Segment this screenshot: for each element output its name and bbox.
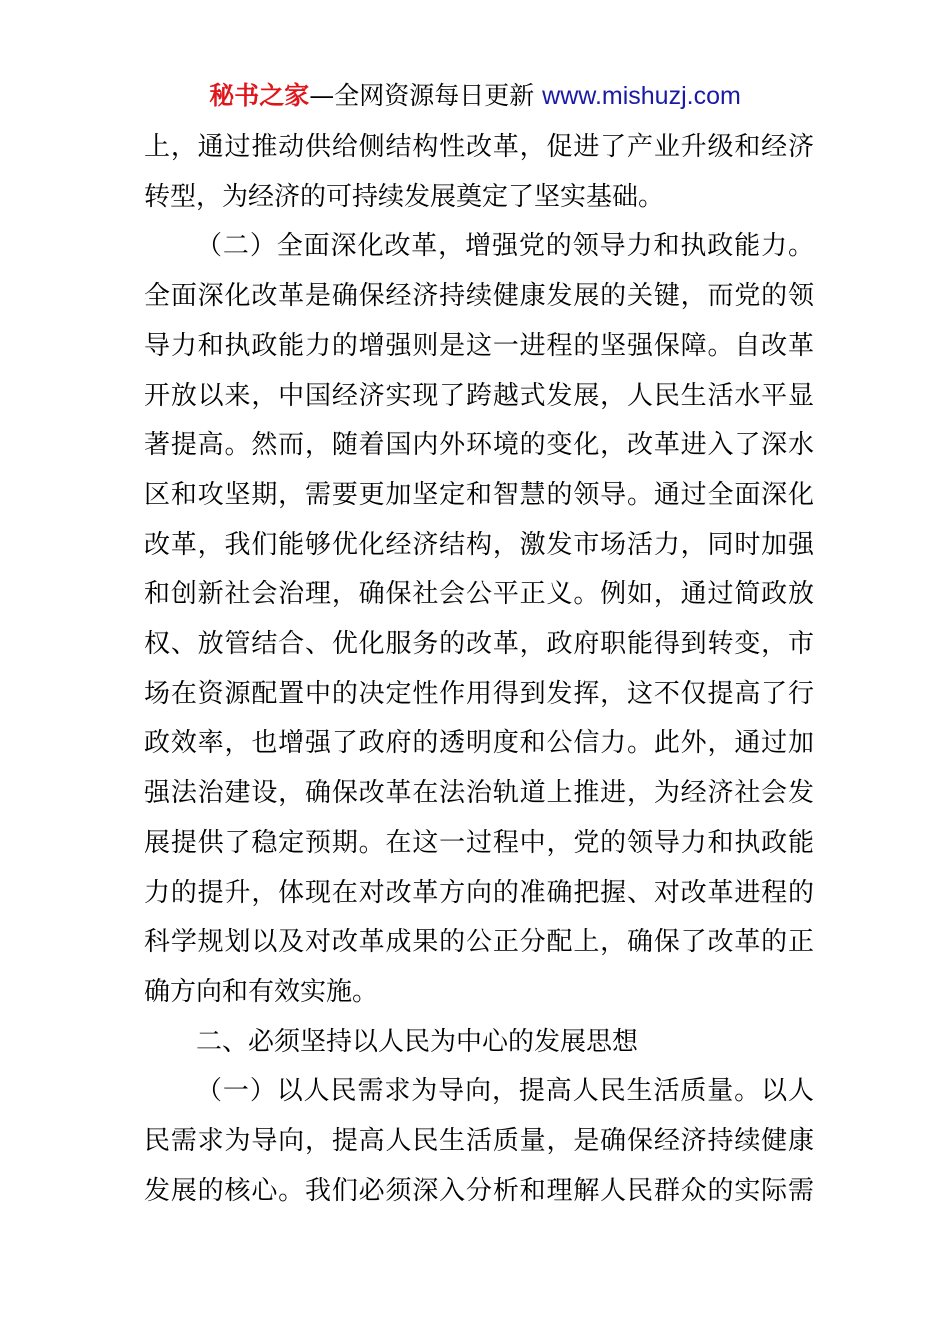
text-line: 强法治建设，确保改革在法治轨道上推进，为经济社会发 <box>144 778 814 809</box>
text-line: 权、放管结合、优化服务的改革，政府职能得到转变，市 <box>144 629 814 659</box>
site-brand: 秘书之家 <box>209 81 310 110</box>
text-line: 全面深化改革是确保经济持续健康发展的关键，而党的领 <box>144 281 814 312</box>
text-line: 开放以来，中国经济实现了跨越式发展，人民生活水平显 <box>144 380 814 411</box>
site-header <box>0 78 950 114</box>
text-line: 和创新社会治理，确保社会公平正义。例如，通过简政放 <box>144 579 814 610</box>
text-line: （二）全面深化改革，增强党的领导力和执政能力。 <box>196 231 814 262</box>
text-line: 场在资源配置中的决定性作用得到发挥，这不仅提高了行 <box>144 678 814 709</box>
text-line: 区和攻坚期，需要更加坚定和智慧的领导。通过全面深化 <box>144 479 814 510</box>
text-line: 转型，为经济的可持续发展奠定了坚实基础。 <box>144 181 665 212</box>
text-line: 二、必须坚持以人民为中心的发展思想 <box>196 1026 639 1057</box>
text-line: 展提供了稳定预期。在这一过程中，党的领导力和执政能 <box>144 827 814 858</box>
site-tagline: —全网资源每日更新 <box>309 81 543 110</box>
text-line: 政效率，也增强了政府的透明度和公信力。此外，通过加 <box>144 728 814 759</box>
text-line: 改革，我们能够优化经济结构，激发市场活力，同时加强 <box>144 529 814 560</box>
text-line: 著提高。然而，随着国内外环境的变化，改革进入了深水 <box>144 430 814 461</box>
text-line: 导力和执政能力的增强则是这一进程的坚强保障。自改革 <box>144 330 814 361</box>
text-line: 科学规划以及对改革成果的公正分配上，确保了改革的正 <box>144 927 814 958</box>
text-line: 上，通过推动供给侧结构性改革，促进了产业升级和经济 <box>144 132 814 162</box>
text-line: 民需求为导向，提高人民生活质量，是确保经济持续健康 <box>144 1126 814 1156</box>
text-line: 力的提升，体现在对改革方向的准确把握、对改革进程的 <box>144 877 814 908</box>
text-line: 发展的核心。我们必须深入分析和理解人民群众的实际需 <box>144 1175 814 1206</box>
text-line: 确方向和有效实施。 <box>144 976 379 1007</box>
site-url-link[interactable]: www.mishuzj.com <box>542 82 741 110</box>
text-line: （一）以人民需求为导向，提高人民生活质量。以人 <box>196 1076 814 1107</box>
